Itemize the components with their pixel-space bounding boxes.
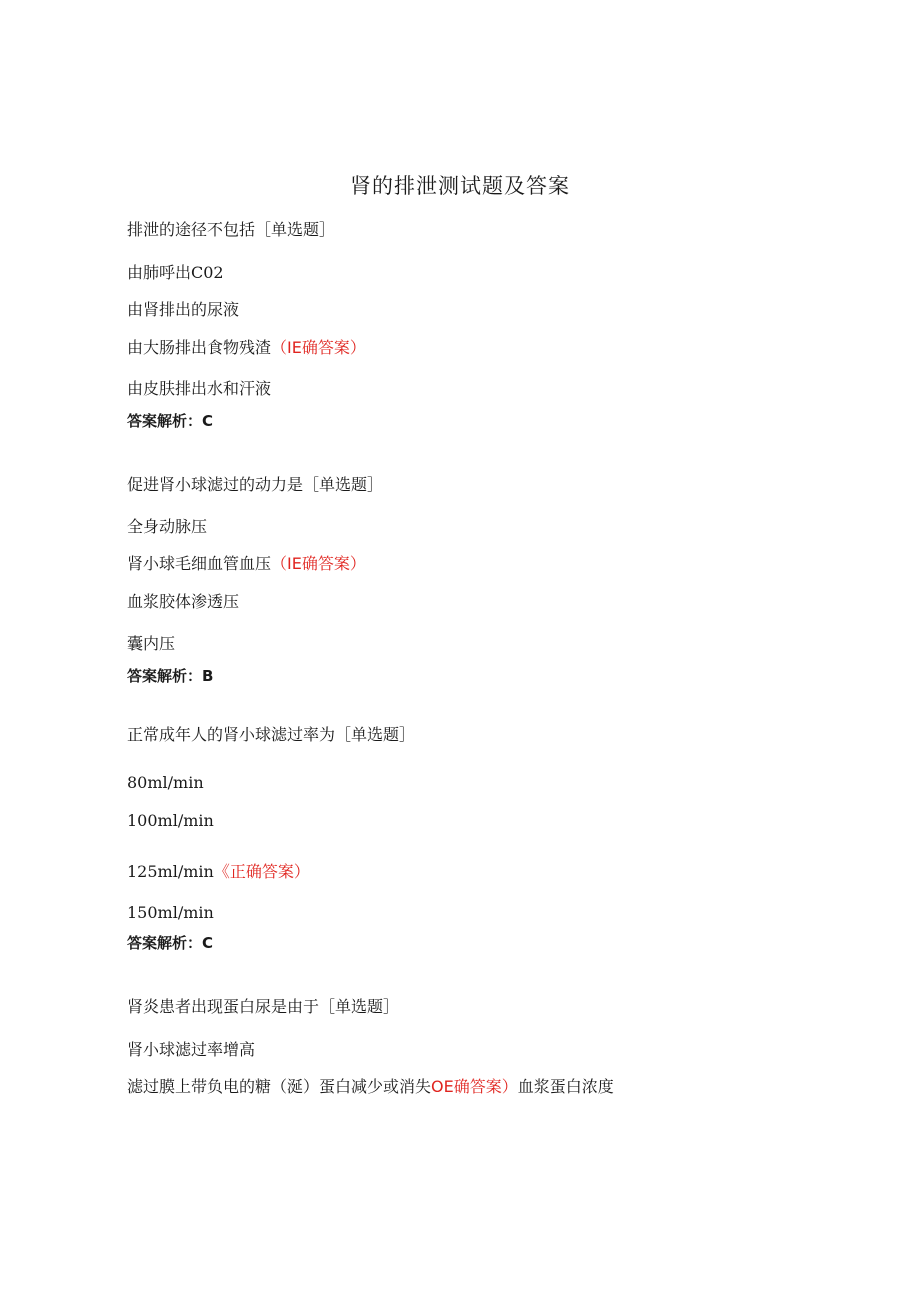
q2-option-2-text: 肾小球毛细血管血压 [127, 554, 272, 573]
q1-option-1: 由肺呼出C02 [127, 263, 224, 282]
q4-correct-mark: OE确答案） [431, 1077, 518, 1096]
q1-correct-mark: （IE确答案） [271, 338, 366, 357]
q3-option-1: 80ml∕min [127, 773, 204, 792]
q3-correct-mark: 《正确答案） [213, 862, 310, 881]
q3-option-3-text: 125ml∕min [127, 862, 214, 881]
q2-option-4: 囊内压 [127, 634, 176, 653]
page-title: 肾的排泄测试题及答案 [350, 174, 570, 198]
question-4-text: 肾炎患者出现蛋白尿是由于［单选题］ [127, 997, 400, 1016]
question-2-text: 促进肾小球滤过的动力是［单选题］ [127, 475, 384, 494]
q4-option-3-text: 血浆蛋白浓度 [517, 1077, 614, 1096]
q2-answer-analysis: 答案解析：B [127, 667, 214, 685]
q3-option-4: 150ml∕min [127, 903, 214, 922]
question-1-text: 排泄的途径不包括［单选题］ [127, 220, 336, 239]
q4-option-1: 肾小球滤过率增高 [127, 1040, 256, 1059]
q3-option-3 [127, 861, 310, 883]
q1-option-3-text: 由大肠排出食物残渣 [127, 338, 272, 357]
q2-option-2 [127, 553, 366, 575]
q2-option-1: 全身动脉压 [127, 517, 208, 536]
question-3-text: 正常成年人的肾小球滤过率为［单选题］ [127, 725, 416, 744]
q3-answer-analysis: 答案解析：C [127, 934, 214, 952]
q2-option-3: 血浆胶体渗透压 [127, 592, 240, 611]
q2-correct-mark: （IE确答案） [271, 554, 366, 573]
q4-option-2-text: 滤过膜上带负电的糖（涎）蛋白减少或消失 [127, 1077, 432, 1096]
q3-option-2: 100ml∕min [127, 811, 214, 830]
q1-option-3 [127, 337, 366, 359]
q1-option-4: 由皮肤排出水和汗液 [127, 379, 272, 398]
q1-option-2: 由肾排出的尿液 [127, 300, 240, 319]
q1-answer-analysis: 答案解析：C [127, 412, 214, 430]
q4-option-2 [127, 1076, 614, 1098]
